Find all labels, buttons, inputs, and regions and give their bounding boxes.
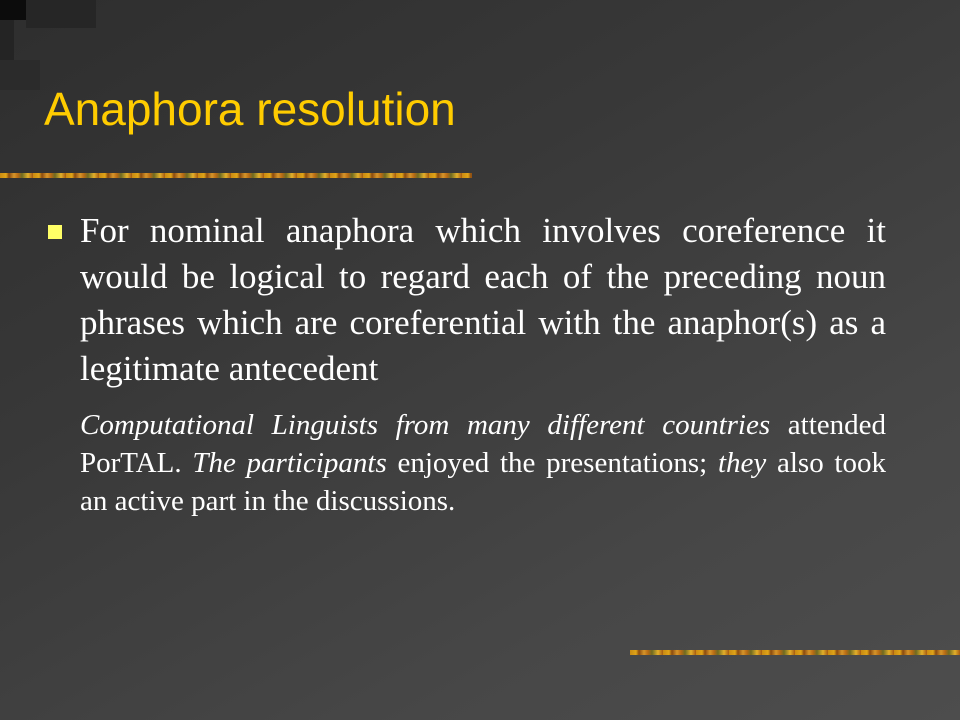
slide-title: Anaphora resolution xyxy=(44,83,456,135)
example-italic-segment: they xyxy=(717,447,767,479)
square-bullet-icon xyxy=(48,225,62,239)
slide-body xyxy=(80,208,886,520)
decorative-bar-bottom xyxy=(630,650,960,655)
decorative-bar-top xyxy=(0,173,472,178)
corner-block xyxy=(0,60,40,90)
bullet-text: For nominal anaphora which involves coreference it would be logical to regard each of the preceding noun phrases which are coreferential with the anaphor(s) as a legitimate antecedent xyxy=(80,211,886,388)
corner-block xyxy=(0,20,14,60)
example-segment: enjoyed the presentations; xyxy=(386,447,718,479)
corner-block xyxy=(0,0,26,20)
example-italic-segment: Computational Linguists from many different countries xyxy=(80,409,771,441)
corner-block xyxy=(26,0,96,28)
example-paragraph xyxy=(80,406,886,520)
example-italic-segment: The participants xyxy=(192,447,387,479)
example-segment: also took an active part in the discussions. xyxy=(80,447,886,517)
example-segment: attended PorTAL. xyxy=(80,409,886,479)
